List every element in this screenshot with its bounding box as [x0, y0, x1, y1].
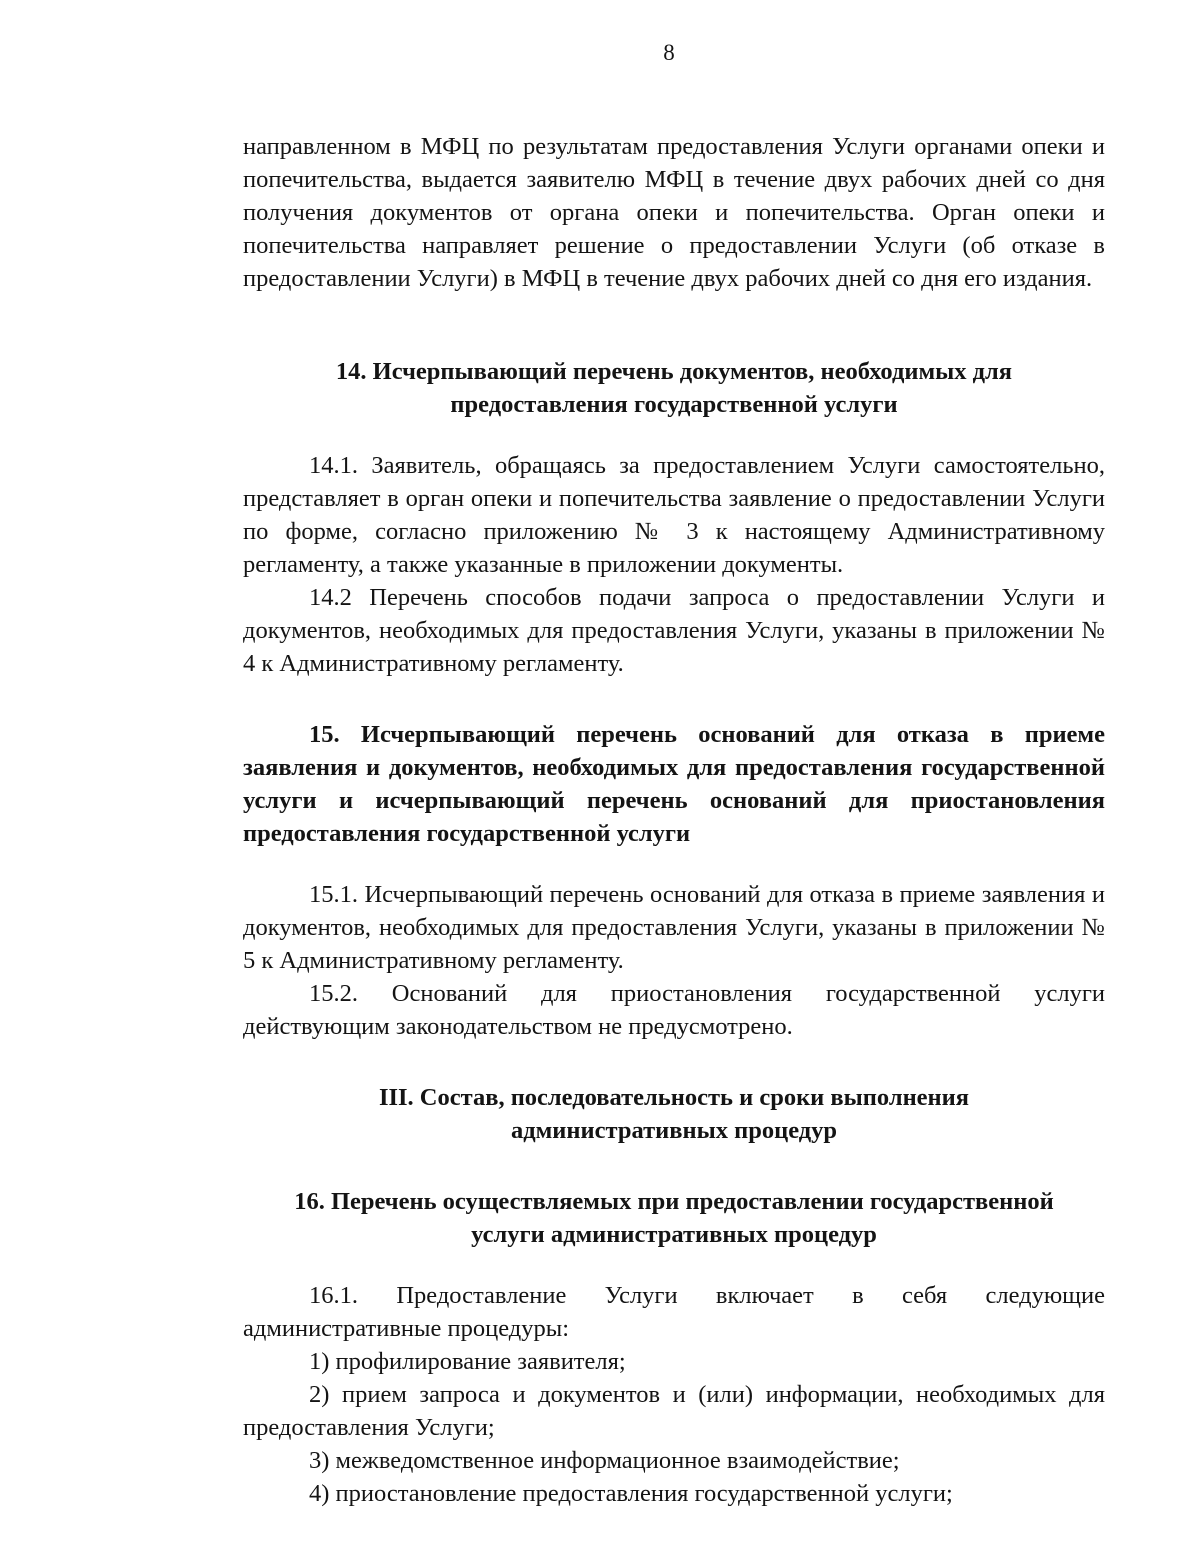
section-3-title-line-2: административных процедур [510, 1117, 838, 1144]
section-3-title-line-1: III. Состав, последовательность и сроки выполнения [378, 1084, 970, 1111]
section-3 [243, 1081, 1105, 1147]
section-16 [243, 1185, 1105, 1510]
list-item: 4) приостановление предоставления государственной услуги; [309, 1480, 953, 1507]
page-number: 8 [663, 40, 675, 65]
section-14-title-line-1: 14. Исчерпывающий перечень документов, необходимых для [335, 358, 1013, 385]
section-16-title-line-1: 16. Перечень осуществляемых при предоставлении государственной [294, 1188, 1054, 1215]
paragraph-15-1: 15.1. Исчерпывающий перечень оснований для отказа в приеме заявления и документов, необходимых для предоставления Услуги, указаны в приложении № 5 к Административному регламенту. [243, 881, 1105, 974]
list-item: 3) межведомственное информационное взаимодействие; [309, 1447, 900, 1474]
section-15 [243, 718, 1105, 1043]
paragraph-15-2: 15.2. Оснований для приостановления государственной услуги действующим законодательством не предусмотрено. [243, 980, 1105, 1040]
section-14-title-line-2: предоставления государственной услуги [450, 391, 898, 418]
intro-paragraph: направленном в МФЦ по результатам предоставления Услуги органами опеки и попечительства, выдается заявителю МФЦ в течение двух рабочих дней со дня получения документов от органа опеки и попечительства. Орган опеки и попечительства направляет решение о предоставлении Услуги (об отказе в предоставлении Услуги) в МФЦ в течение двух рабочих дней со дня его издания. [243, 133, 1105, 292]
paragraph-14-1: 14.1. Заявитель, обращаясь за предоставлением Услуги самостоятельно, представляет в орган опеки и попечительства заявление о предоставлении Услуги по форме, согласно приложению № 3 к настоящему Административному регламенту, а также указанные в приложении документы. [243, 452, 1105, 578]
paragraph-16-1: 16.1. Предоставление Услуги включает в себя следующие административные процедуры: [243, 1282, 1105, 1342]
list-item: 2) прием запроса и документов и (или) информации, необходимых для предоставления Услуги; [243, 1381, 1105, 1441]
paragraph-14-2: 14.2 Перечень способов подачи запроса о предоставлении Услуги и документов, необходимых для предоставления Услуги, указаны в приложении № 4 к Административному регламенту. [243, 584, 1105, 677]
section-16-title-line-2: услуги административных процедур [471, 1221, 877, 1248]
section-14 [243, 355, 1105, 680]
list-item: 1) профилирование заявителя; [309, 1348, 626, 1375]
document-body [243, 130, 1105, 1510]
section-15-title: 15. Исчерпывающий перечень оснований для отказа в приеме заявления и документов, необходимых для предоставления государственной услуги и исчерпывающий перечень оснований для приостановления предоставления государственной услуги [243, 721, 1105, 847]
